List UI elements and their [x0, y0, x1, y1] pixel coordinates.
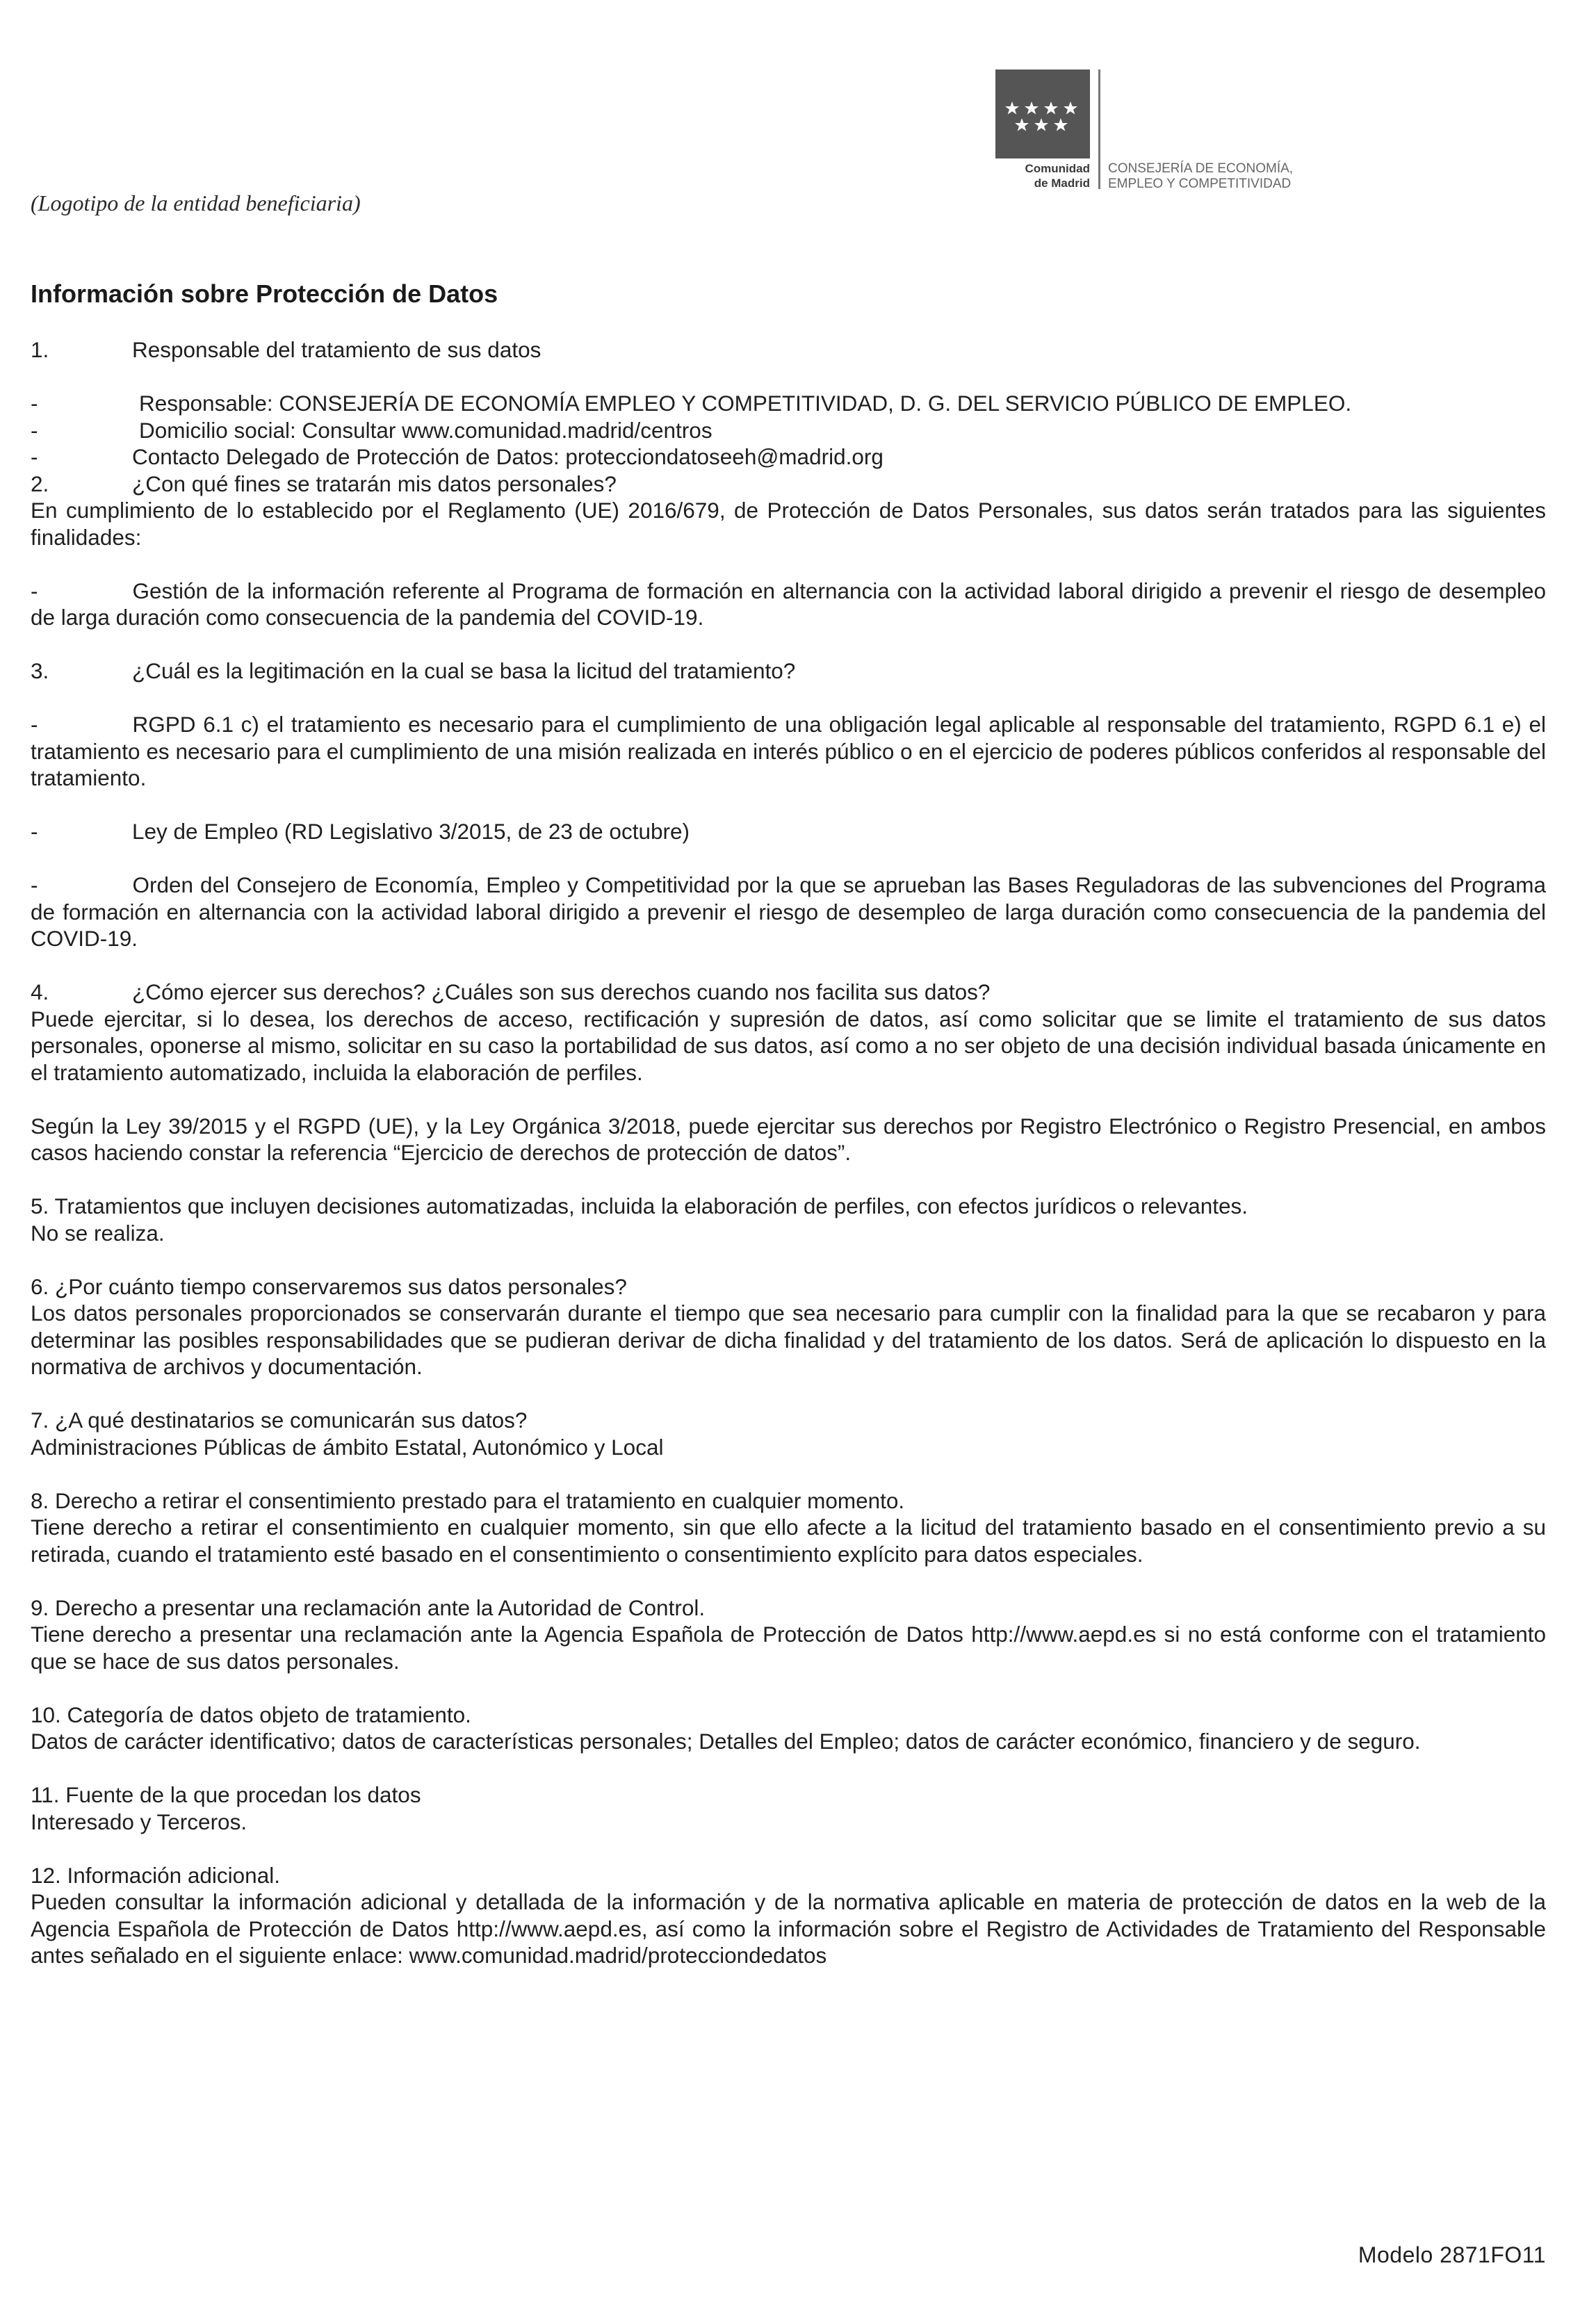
document-body	[31, 336, 1546, 1969]
model-number: Modelo 2871FO11	[1358, 2242, 1546, 2267]
section-3-item-rgpd: - RGPD 6.1 c) el tratamiento es necesario para el cumplimiento de una obligación legal aplicable al responsable del tratamiento, RGPD 6.1 e) el tratamiento es necesario para el cumplimiento de una misión realizada en interés público o en el ejercicio de poderes públicos conferidos al responsable del tratamiento.	[31, 712, 1546, 790]
section-2-heading: 2. ¿Con qué fines se tratarán mis datos personales?	[31, 471, 617, 496]
consejeria-name: CONSEJERÍA DE ECONOMÍA, EMPLEO Y COMPETITIVIDAD	[1108, 161, 1294, 191]
section-6-text: Los datos personales proporcionados se conservarán durante el tiempo que sea necesario para cumplir con la finalidad para la que se recabaron y para determinar las posibles responsabilidades que se pudieran derivar de dicha finalidad y del tratamiento de los datos. Será de aplicación lo dispuesto en la normativa de archivos y documentación.	[31, 1300, 1546, 1379]
section-3-heading: 3. ¿Cuál es la legitimación en la cual se basa la licitud del tratamiento?	[31, 658, 796, 683]
section-8-heading: 8. Derecho a retirar el consentimiento prestado para el tratamiento en cualquier momento.	[31, 1487, 905, 1513]
comunidad-madrid-logo	[995, 70, 1315, 202]
section-4-paragraph-2: Según la Ley 39/2015 y el RGPD (UE), y la Ley Orgánica 3/2018, puede ejercitar sus derechos por Registro Electrónico o Registro Presencial, en ambos casos haciendo constar la referencia “Ejercicio de derechos de protección de datos”.	[31, 1113, 1546, 1165]
section-1-heading: 1. Responsable del tratamiento de sus datos	[31, 337, 542, 362]
section-11-heading: 11. Fuente de la que procedan los datos	[31, 1782, 421, 1807]
section-10-heading: 10. Categoría de datos objeto de tratamiento.	[31, 1702, 471, 1727]
section-2-item: - Gestión de la información referente al Programa de formación en alternancia con la actividad laboral dirigido a prevenir el riesgo de desempleo de larga duración como consecuencia de la pandemia del COVID-19.	[31, 578, 1546, 630]
section-8-text: Tiene derecho a retirar el consentimiento en cualquier momento, sin que ello afecte a la licitud del tratamiento basado en el consentimiento previo a su retirada, cuando el tratamiento esté basado en el consentimiento o consentimiento explícito para datos especiales.	[31, 1515, 1546, 1567]
domicilio-item: - Domicilio social: Consultar www.comunidad.madrid/centros	[31, 417, 712, 443]
section-12-heading: 12. Información adicional.	[31, 1862, 280, 1888]
section-10-text: Datos de carácter identificativo; datos de características personales; Detalles del Empleo; datos de carácter económico, financiero y de seguro.	[31, 1729, 1421, 1754]
section-7-heading: 7. ¿A qué destinatarios se comunicarán sus datos?	[31, 1408, 528, 1433]
section-6-heading: 6. ¿Por cuánto tiempo conservaremos sus datos personales?	[31, 1273, 627, 1299]
page-title: Información sobre Protección de Datos	[31, 279, 498, 308]
section-4-paragraph-1: Puede ejercitar, si lo desea, los derechos de acceso, rectificación y supresión de datos, así como solicitar que se limite el tratamiento de sus datos personales, oponerse al mismo, solicitar en su caso la portabilidad de sus datos, así como a no ser objeto de una decisión individual basada únicamente en el tratamiento automatizado, incluida la elaboración de perfiles.	[31, 1006, 1546, 1085]
delegado-item: - Contacto Delegado de Protección de Datos: protecciondatoseeh@madrid.org	[31, 444, 883, 469]
section-7-text: Administraciones Públicas de ámbito Estatal, Autonómico y Local	[31, 1434, 664, 1460]
section-3-item-ley: - Ley de Empleo (RD Legislativo 3/2015, de 23 de octubre)	[31, 819, 690, 844]
section-11-text: Interesado y Terceros.	[31, 1809, 247, 1834]
section-2-intro: En cumplimiento de lo establecido por el Reglamento (UE) 2016/679, de Protección de Datos Personales, sus datos serán tratados para las siguientes finalidades:	[31, 498, 1546, 550]
section-9-heading: 9. Derecho a presentar una reclamación ante la Autoridad de Control.	[31, 1595, 706, 1620]
section-4-heading: 4. ¿Cómo ejercer sus derechos? ¿Cuáles son sus derechos cuando nos facilita sus datos?	[31, 979, 991, 1004]
comunidad-madrid-name: Comunidad de Madrid	[1025, 162, 1090, 190]
section-3-item-orden: - Orden del Consejero de Economía, Empleo y Competitividad por la que se aprueban las Bases Reguladoras de las subvenciones del Programa de formación en alternancia con la actividad laboral dirigido a prevenir el riesgo de desempleo de larga duración como consecuencia de la pandemia del COVID-19.	[31, 872, 1546, 951]
entity-logo-placeholder: (Logotipo de la entidad beneficiaria)	[31, 190, 361, 215]
madrid-flag-icon	[995, 70, 1090, 158]
section-9-text: Tiene derecho a presentar una reclamación ante la Agencia Española de Protección de Datos http://www.aepd.es si no está conforme con el tratamiento que se hace de sus datos personales.	[31, 1622, 1546, 1674]
logo-divider	[1098, 70, 1100, 189]
section-5-text: No se realiza.	[31, 1220, 165, 1246]
section-5-heading: 5. Tratamientos que incluyen decisiones automatizadas, incluida la elaboración de perfiles, con efectos jurídicos o relevantes.	[31, 1193, 1248, 1218]
responsable-item: - Responsable: CONSEJERÍA DE ECONOMÍA EMPLEO Y COMPETITIVIDAD, D. G. DEL SERVICIO PÚBLICO DE EMPLEO.	[31, 391, 1352, 416]
section-12-text: Pueden consultar la información adicional y detallada de la información y de la normativa aplicable en materia de protección de datos en la web de la Agencia Española de Protección de Datos http://www.aepd.es, así como la información sobre el Registro de Actividades de Tratamiento del Responsable antes señalado en el siguiente enlace: www.comunidad.madrid/protecciondedatos	[31, 1889, 1546, 1968]
